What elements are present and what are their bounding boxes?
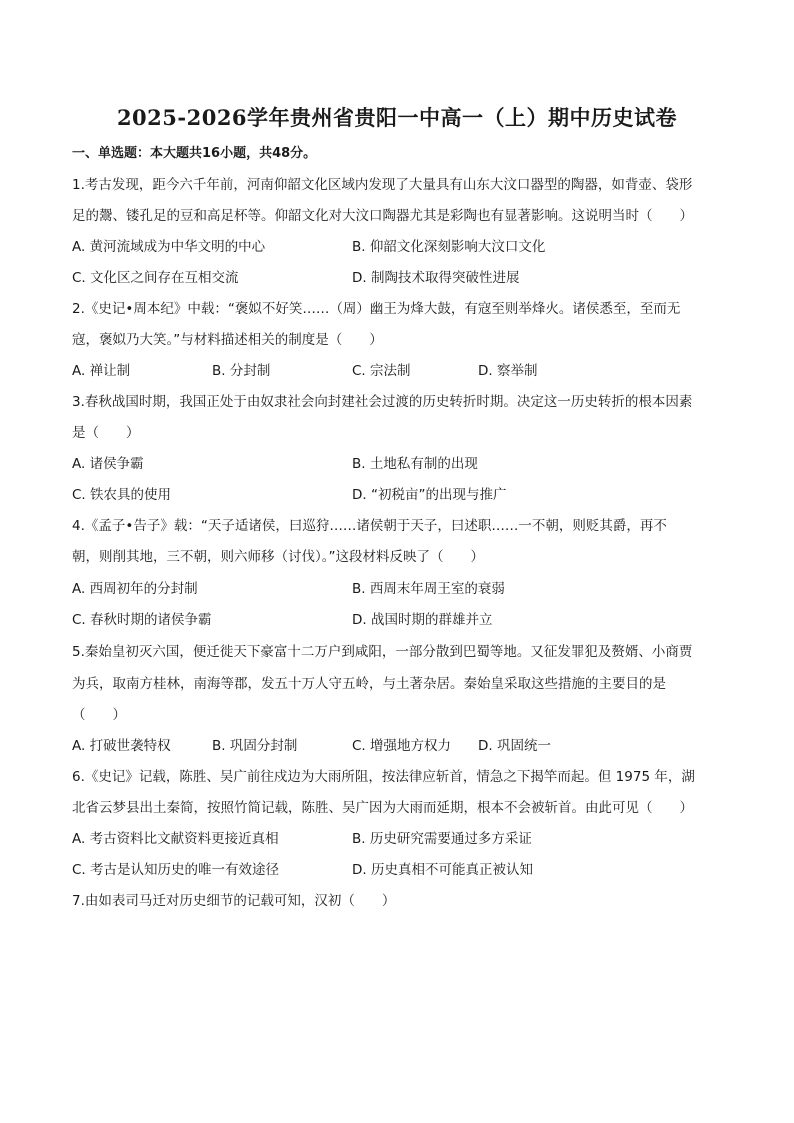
question-4-option-a: A. 西周初年的分封制 xyxy=(72,581,198,597)
question-5-option-a: A. 打破世袭特权 xyxy=(72,738,171,754)
question-3-option-b: B. 土地私有制的出现 xyxy=(352,456,478,472)
question-4-option-c: C. 春秋时期的诸侯争霸 xyxy=(72,612,212,628)
question-6-option-d: D. 历史真相不可能真正被认知 xyxy=(352,862,533,878)
question-6-option-c: C. 考古是认知历史的唯一有效途径 xyxy=(72,862,280,878)
question-2-line-2: 寇，褒姒乃大笑。”与材料描述相关的制度是（ ） xyxy=(72,332,383,348)
question-3-option-a: A. 诸侯争霸 xyxy=(72,456,144,472)
question-1-option-a: A. 黄河流域成为中华文明的中心 xyxy=(72,239,266,255)
question-1-option-b: B. 仰韶文化深刻影响大汶口文化 xyxy=(352,239,546,255)
question-3-option-d: D. “初税亩”的出现与推广 xyxy=(352,487,507,503)
question-3-line-2: 是（ ） xyxy=(72,425,140,441)
question-5-line-1: 5.秦始皇初灭六国，便迁徙天下豪富十二万户到咸阳，一部分散到巴蜀等地。又征发罪犯及赘婿、小商贾 xyxy=(72,644,693,660)
question-2-option-d: D. 察举制 xyxy=(478,363,538,379)
question-1-line-1: 1.考古发现，距今六千年前，河南仰韶文化区域内发现了大量具有山东大汶口器型的陶器，如背壶、袋形 xyxy=(72,177,693,193)
question-4-line-2: 朝，则削其地，三不朝，则六师移（讨伐）。”这段材料反映了（ ） xyxy=(72,549,484,565)
question-2-line-1: 2.《史记•周本纪》中载：“褒姒不好笑……（周）幽王为烽大鼓，有寇至则举烽火。诸侯悉至，至而无 xyxy=(72,301,681,317)
question-5-option-d: D. 巩固统一 xyxy=(478,738,551,754)
exam-title: 2025-2026学年贵州省贵阳一中高一（上）期中历史试卷 xyxy=(116,105,678,130)
section-heading: 一、单选题：本大题共16小题，共48分。 xyxy=(72,146,317,161)
question-7-line-1: 7.由如表司马迁对历史细节的记载可知，汉初（ ） xyxy=(72,893,396,909)
question-1-line-2: 足的鬶、镂孔足的豆和高足杯等。仰韶文化对大汶口陶器尤其是彩陶也有显著影响。这说明当时（ ） xyxy=(72,208,693,224)
question-4-option-d: D. 战国时期的群雄并立 xyxy=(352,612,493,628)
question-3-option-c: C. 铁农具的使用 xyxy=(72,487,172,503)
question-6-option-a: A. 考古资料比文献资料更接近真相 xyxy=(72,831,279,847)
question-2-option-a: A. 禅让制 xyxy=(72,363,131,379)
question-4-line-1: 4.《孟子•告子》载：“天子适诸侯，曰巡狩……诸侯朝于天子，曰述职……一不朝，则贬其爵，再不 xyxy=(72,518,667,534)
question-2-option-b: B. 分封制 xyxy=(212,363,271,379)
question-6-line-2: 北省云梦县出土秦简，按照竹简记载，陈胜、吴广因为大雨而延期，根本不会被斩首。由此可见（ ） xyxy=(72,800,693,816)
question-6-option-b: B. 历史研究需要通过多方采证 xyxy=(352,831,532,847)
question-1-option-d: D. 制陶技术取得突破性进展 xyxy=(352,270,520,286)
question-1-option-c: C. 文化区之间存在互相交流 xyxy=(72,270,239,286)
question-4-option-b: B. 西周末年周王室的衰弱 xyxy=(352,581,505,597)
question-5-line-3: （ ） xyxy=(72,707,126,723)
question-6-line-1: 6.《史记》记载，陈胜、吴广前往戍边为大雨所阻，按法律应斩首，情急之下揭竿而起。但 1975 年，湖 xyxy=(72,769,695,785)
question-5-option-c: C. 增强地方权力 xyxy=(352,738,452,754)
question-5-option-b: B. 巩固分封制 xyxy=(212,738,298,754)
question-3-line-1: 3.春秋战国时期，我国正处于由奴隶社会向封建社会过渡的历史转折时期。决定这一历史转折的根本因素 xyxy=(72,394,693,410)
question-2-option-c: C. 宗法制 xyxy=(352,363,411,379)
question-5-line-2: 为兵，取南方桂林，南海等郡，发五十万人守五岭，与土著杂居。秦始皇采取这些措施的主要目的是 xyxy=(72,676,666,692)
